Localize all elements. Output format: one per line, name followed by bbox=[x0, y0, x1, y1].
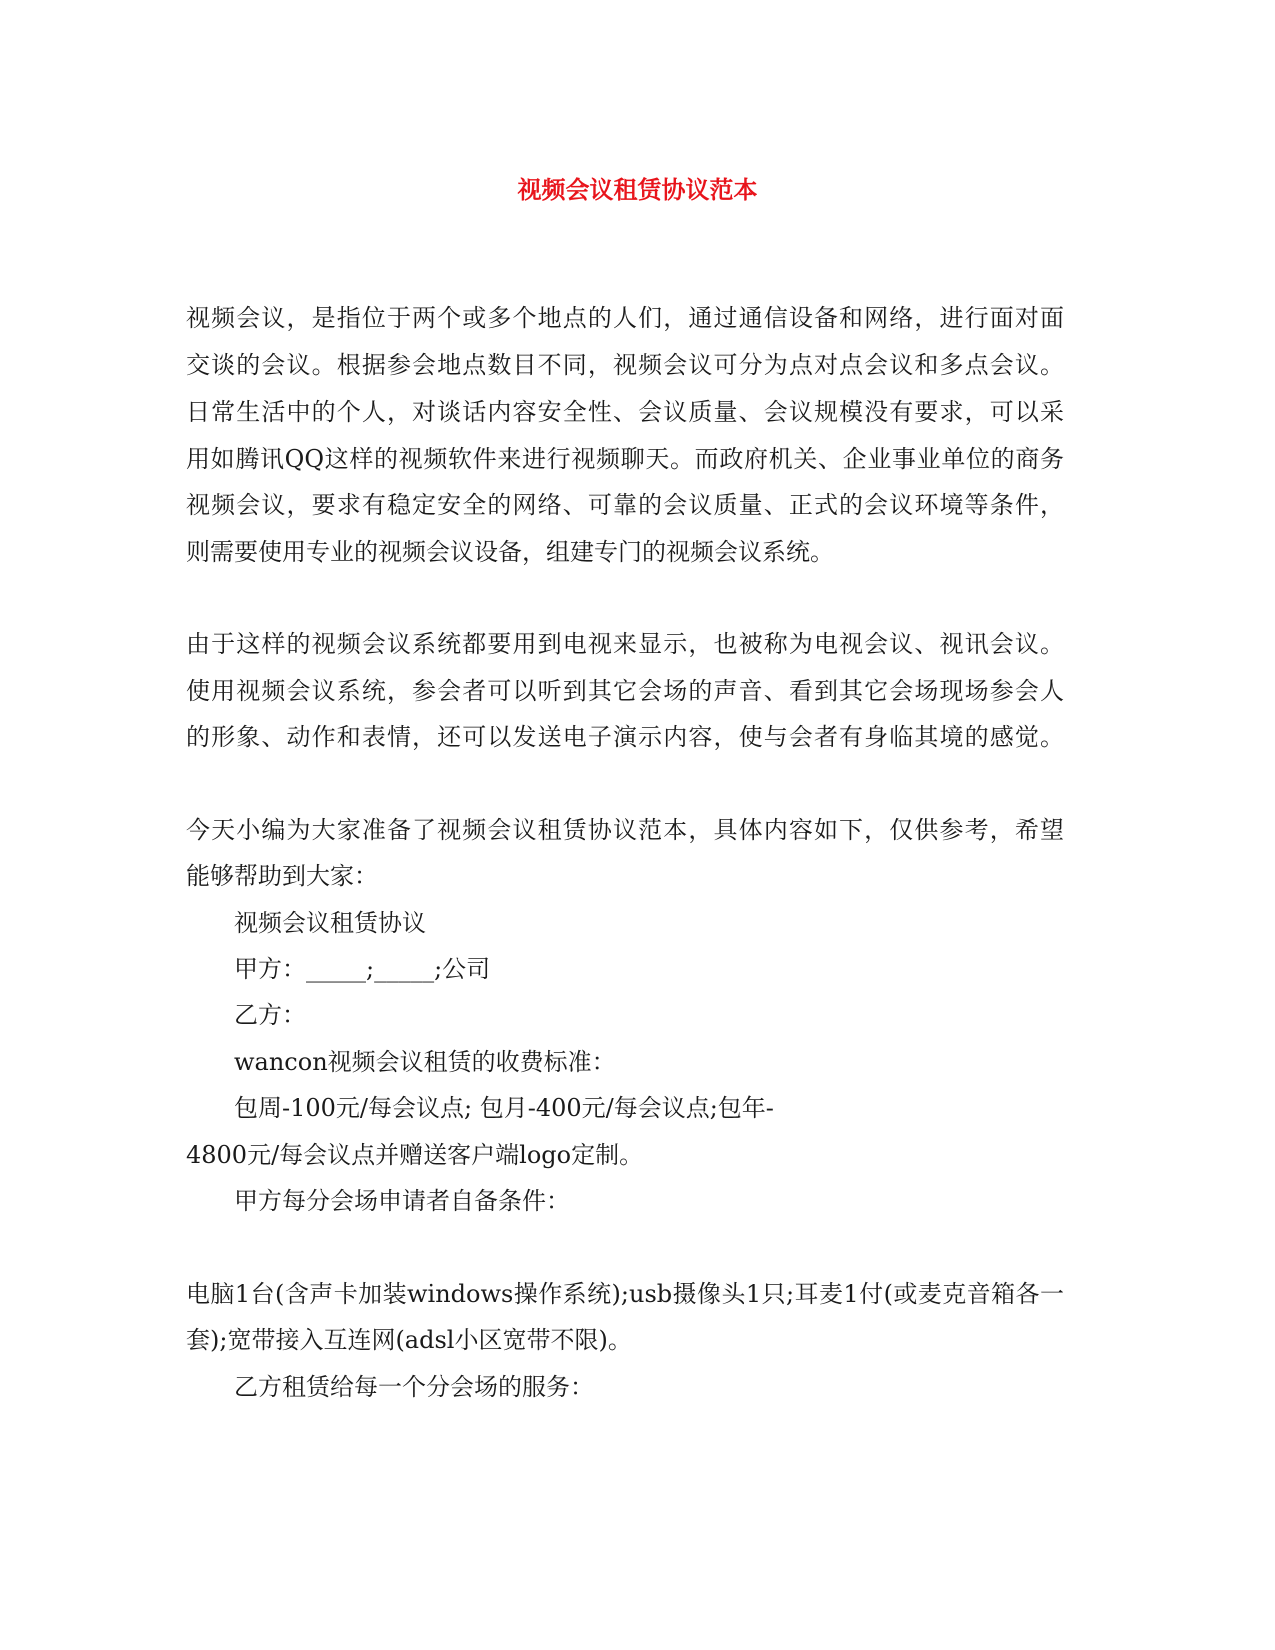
paragraph-2-line: 的形象、动作和表情，还可以发送电子演示内容，使与会者有身临其境的感觉。 bbox=[186, 723, 1064, 751]
services-heading: 乙方租赁给每一个分会场的服务： bbox=[234, 1373, 594, 1401]
paragraph-3-line: 能够帮助到大家： bbox=[186, 862, 378, 890]
paragraph-1-line: 日常生活中的个人，对谈话内容安全性、会议质量、会议规模没有要求，可以采 bbox=[186, 398, 1064, 426]
paragraph-3-line: 今天小编为大家准备了视频会议租赁协议范本，具体内容如下，仅供参考，希望 bbox=[186, 816, 1064, 844]
document-title: 视频会议租赁协议范本 bbox=[517, 175, 758, 204]
paragraph-2-line: 使用视频会议系统，参会者可以听到其它会场的声音、看到其它会场现场参会人 bbox=[186, 677, 1064, 705]
paragraph-1-line: 交谈的会议。根据参会地点数目不同，视频会议可分为点对点会议和多点会议。 bbox=[186, 351, 1064, 379]
paragraph-1-line: 用如腾讯QQ这样的视频软件来进行视频聊天。而政府机关、企业事业单位的商务 bbox=[186, 445, 1064, 473]
fee-line: 4800元/每会议点并赠送客户端logo定制。 bbox=[186, 1141, 644, 1169]
agreement-title: 视频会议租赁协议 bbox=[234, 909, 426, 937]
conditions-heading: 甲方每分会场申请者自备条件： bbox=[234, 1187, 570, 1215]
conditions-line: 套);宽带接入互连网(adsl小区宽带不限)。 bbox=[186, 1326, 632, 1354]
party-b: 乙方： bbox=[234, 1001, 306, 1029]
paragraph-1-line: 视频会议，要求有稳定安全的网络、可靠的会议质量、正式的会议环境等条件， bbox=[186, 491, 1064, 519]
fee-line: 包周-100元/每会议点; 包月-400元/每会议点;包年- bbox=[234, 1094, 774, 1122]
paragraph-1-line: 视频会议，是指位于两个或多个地点的人们，通过通信设备和网络，进行面对面 bbox=[186, 304, 1064, 332]
paragraph-2-line: 由于这样的视频会议系统都要用到电视来显示，也被称为电视会议、视讯会议。 bbox=[186, 630, 1064, 658]
fee-heading: wancon视频会议租赁的收费标准： bbox=[234, 1048, 616, 1076]
party-a: 甲方：_____;_____;公司 bbox=[234, 955, 491, 983]
paragraph-1-line: 则需要使用专业的视频会议设备，组建专门的视频会议系统。 bbox=[186, 538, 834, 566]
conditions-line: 电脑1台(含声卡加装windows操作系统);usb摄像头1只;耳麦1付(或麦克音箱各一 bbox=[186, 1280, 1064, 1308]
